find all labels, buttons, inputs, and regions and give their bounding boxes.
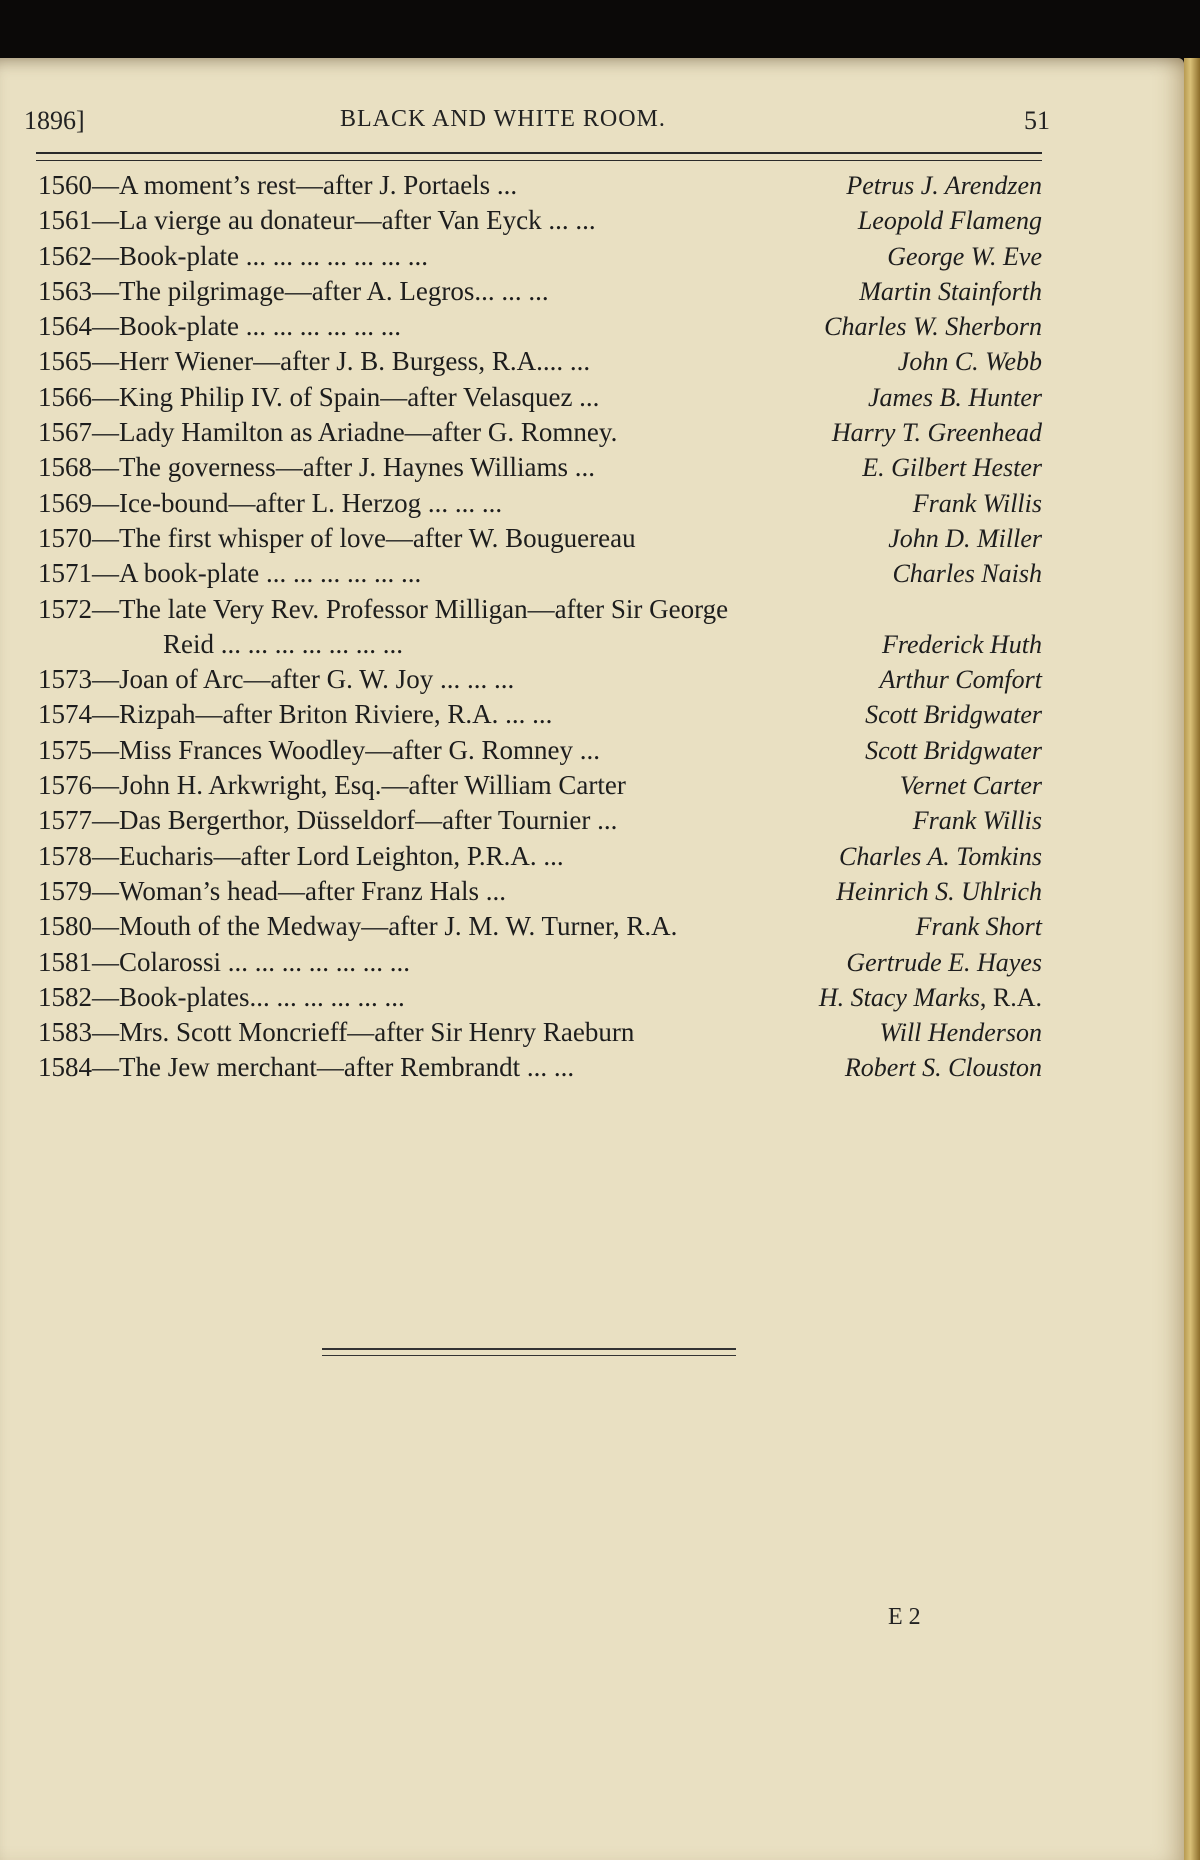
entry-artist [913,486,1042,521]
signature-mark: E 2 [888,1604,921,1630]
entry-title: 1560—A moment’s rest—after J. Portaels ... [38,170,518,200]
catalogue-entry [38,309,1042,344]
entry-title-continuation: Reid ... ... ... ... ... ... ... [163,628,403,659]
entry-title: 1562—Book-plate ... ... ... ... ... ... ... [38,240,428,271]
catalogue-list [38,168,1042,1086]
end-rule [322,1348,736,1356]
artist-name: Frederick Huth [881,629,1042,659]
artist-name: Scott Bridgwater [865,700,1042,730]
header-rule [36,152,1042,161]
entry-artist [839,839,1042,874]
artist-name: Frank Short [915,912,1042,942]
entry-artist [916,909,1042,944]
entry-artist [862,450,1042,485]
entry-title: 1579—Woman’s head—after Franz Hals ... [38,875,506,906]
entry-title: 1566—King Philip IV. of Spain—after Velasquez ... [38,381,600,412]
entry-artist [887,239,1042,274]
entry-artist [824,309,1042,344]
entry-title: 1569—Ice-bound—after L. Herzog ... ... ... [38,487,503,518]
entry-artist [865,733,1042,768]
catalogue-entry [38,662,1042,697]
entry-title: 1582—Book-plates... ... ... ... ... ... [38,981,405,1012]
artist-name: James B. Hunter [867,382,1042,412]
artist-name: Gertrude E. Hayes [846,947,1042,977]
entry-artist [846,168,1042,203]
page-number: 51 [1024,106,1050,135]
entry-artist [900,768,1042,803]
entry-title: 1580—Mouth of the Medway—after J. M. W. Turner, R.A. [38,911,678,942]
entry-artist [868,380,1042,415]
header-title: BLACK AND WHITE ROOM. [340,106,666,132]
entry-title: 1577—Das Bergerthor, Düsseldorf—after Tournier ... [38,805,618,836]
artist-name: John D. Miller [888,523,1042,553]
entry-title: 1572—The late Very Rev. Professor Milligan—after Sir George [38,593,729,624]
catalogue-entry [38,733,1042,768]
entry-artist [913,803,1042,838]
catalogue-entry [38,839,1042,874]
catalogue-entry [38,909,1042,944]
artist-name: Will Henderson [879,1018,1042,1048]
entry-artist [880,1015,1043,1050]
artist-name: Martin Stainforth [859,276,1042,306]
entry-artist [858,203,1042,238]
entry-title: 1571—A book-plate ... ... ... ... ... ... [38,558,422,589]
catalogue-entry [38,239,1042,274]
artist-name: John C. Webb [897,347,1042,377]
entry-artist [888,521,1042,556]
catalogue-entry [38,592,1042,663]
entry-artist [845,1050,1042,1085]
entry-title: 1563—The pilgrimage—after A. Legros... ... ... [38,275,549,306]
catalogue-entry [38,945,1042,980]
catalogue-entry [38,697,1042,732]
entry-title: 1561—La vierge au donateur—after Van Eyck ... ... [38,205,596,236]
catalogue-entry [38,344,1042,379]
entry-title: 1583—Mrs. Scott Moncrieff—after Sir Henry Raeburn [38,1017,635,1048]
entry-artist [836,874,1042,909]
entry-artist [879,662,1042,697]
catalogue-entry [38,1015,1042,1050]
catalogue-entry [38,874,1042,909]
artist-name: Vernet Carter [899,771,1042,801]
entry-artist [865,697,1042,732]
artist-name: Harry T. Greenhead [831,418,1042,448]
catalogue-entry [38,168,1042,203]
entry-artist [846,945,1042,980]
artist-name: Charles A. Tomkins [839,841,1042,871]
catalogue-entry [38,1050,1042,1085]
catalogue-entry [38,980,1042,1015]
header-year: 1896] [24,106,85,135]
entry-title: 1575—Miss Frances Woodley—after G. Romney ... [38,734,601,765]
catalogue-entry [38,203,1042,238]
catalogue-entry [38,415,1042,450]
artist-name: Scott Bridgwater [865,735,1042,765]
entry-title: 1574—Rizpah—after Briton Riviere, R.A. ... ... [38,699,553,730]
catalogue-entry [38,768,1042,803]
artist-name: Robert S. Clouston [844,1053,1042,1083]
artist-name: H. Stacy Marks [818,982,980,1012]
entry-artist [882,627,1042,662]
catalogue-entry [38,556,1042,591]
artist-name: George W. Eve [887,241,1042,271]
artist-name: Charles W. Sherborn [824,312,1042,342]
catalogue-entry [38,521,1042,556]
artist-name: Frank Willis [912,806,1042,836]
artist-name: Heinrich S. Uhlrich [836,876,1042,906]
artist-name: Arthur Comfort [879,665,1042,695]
artist-name: Frank Willis [912,488,1042,518]
artist-name: E. Gilbert Hester [862,453,1042,483]
catalogue-entry [38,803,1042,838]
catalogue-entry [38,486,1042,521]
entry-artist [859,274,1042,309]
entry-artist [892,556,1042,591]
artist-suffix: , R.A. [979,982,1042,1012]
artist-name: Leopold Flameng [857,206,1042,236]
catalogue-entry [38,380,1042,415]
entry-artist [898,344,1042,379]
entry-title: 1584—The Jew merchant—after Rembrandt ... ... [38,1052,575,1083]
entry-title: 1578—Eucharis—after Lord Leighton, P.R.A. ... [38,840,564,871]
entry-title: 1570—The first whisper of love—after W. Bouguereau [38,522,636,553]
running-header [24,106,1050,146]
entry-artist [832,415,1042,450]
catalogue-entry [38,274,1042,309]
entry-title: 1581—Colarossi ... ... ... ... ... ... ... [38,946,411,977]
entry-artist [819,980,1042,1015]
entry-title: 1576—John H. Arkwright, Esq.—after William Carter [38,770,626,801]
entry-title: 1564—Book-plate ... ... ... ... ... ... [38,311,401,342]
catalogue-entry [38,450,1042,485]
entry-title: 1565—Herr Wiener—after J. B. Burgess, R.A.... ... [38,346,591,377]
entry-title: 1567—Lady Hamilton as Ariadne—after G. Romney. [38,417,618,448]
page-edge [1184,58,1200,1860]
artist-name: Charles Naish [892,559,1042,589]
entry-title: 1573—Joan of Arc—after G. W. Joy ... ... ... [38,664,515,695]
artist-name: Petrus J. Arendzen [846,171,1042,200]
entry-title: 1568—The governess—after J. Haynes Williams ... [38,452,596,483]
